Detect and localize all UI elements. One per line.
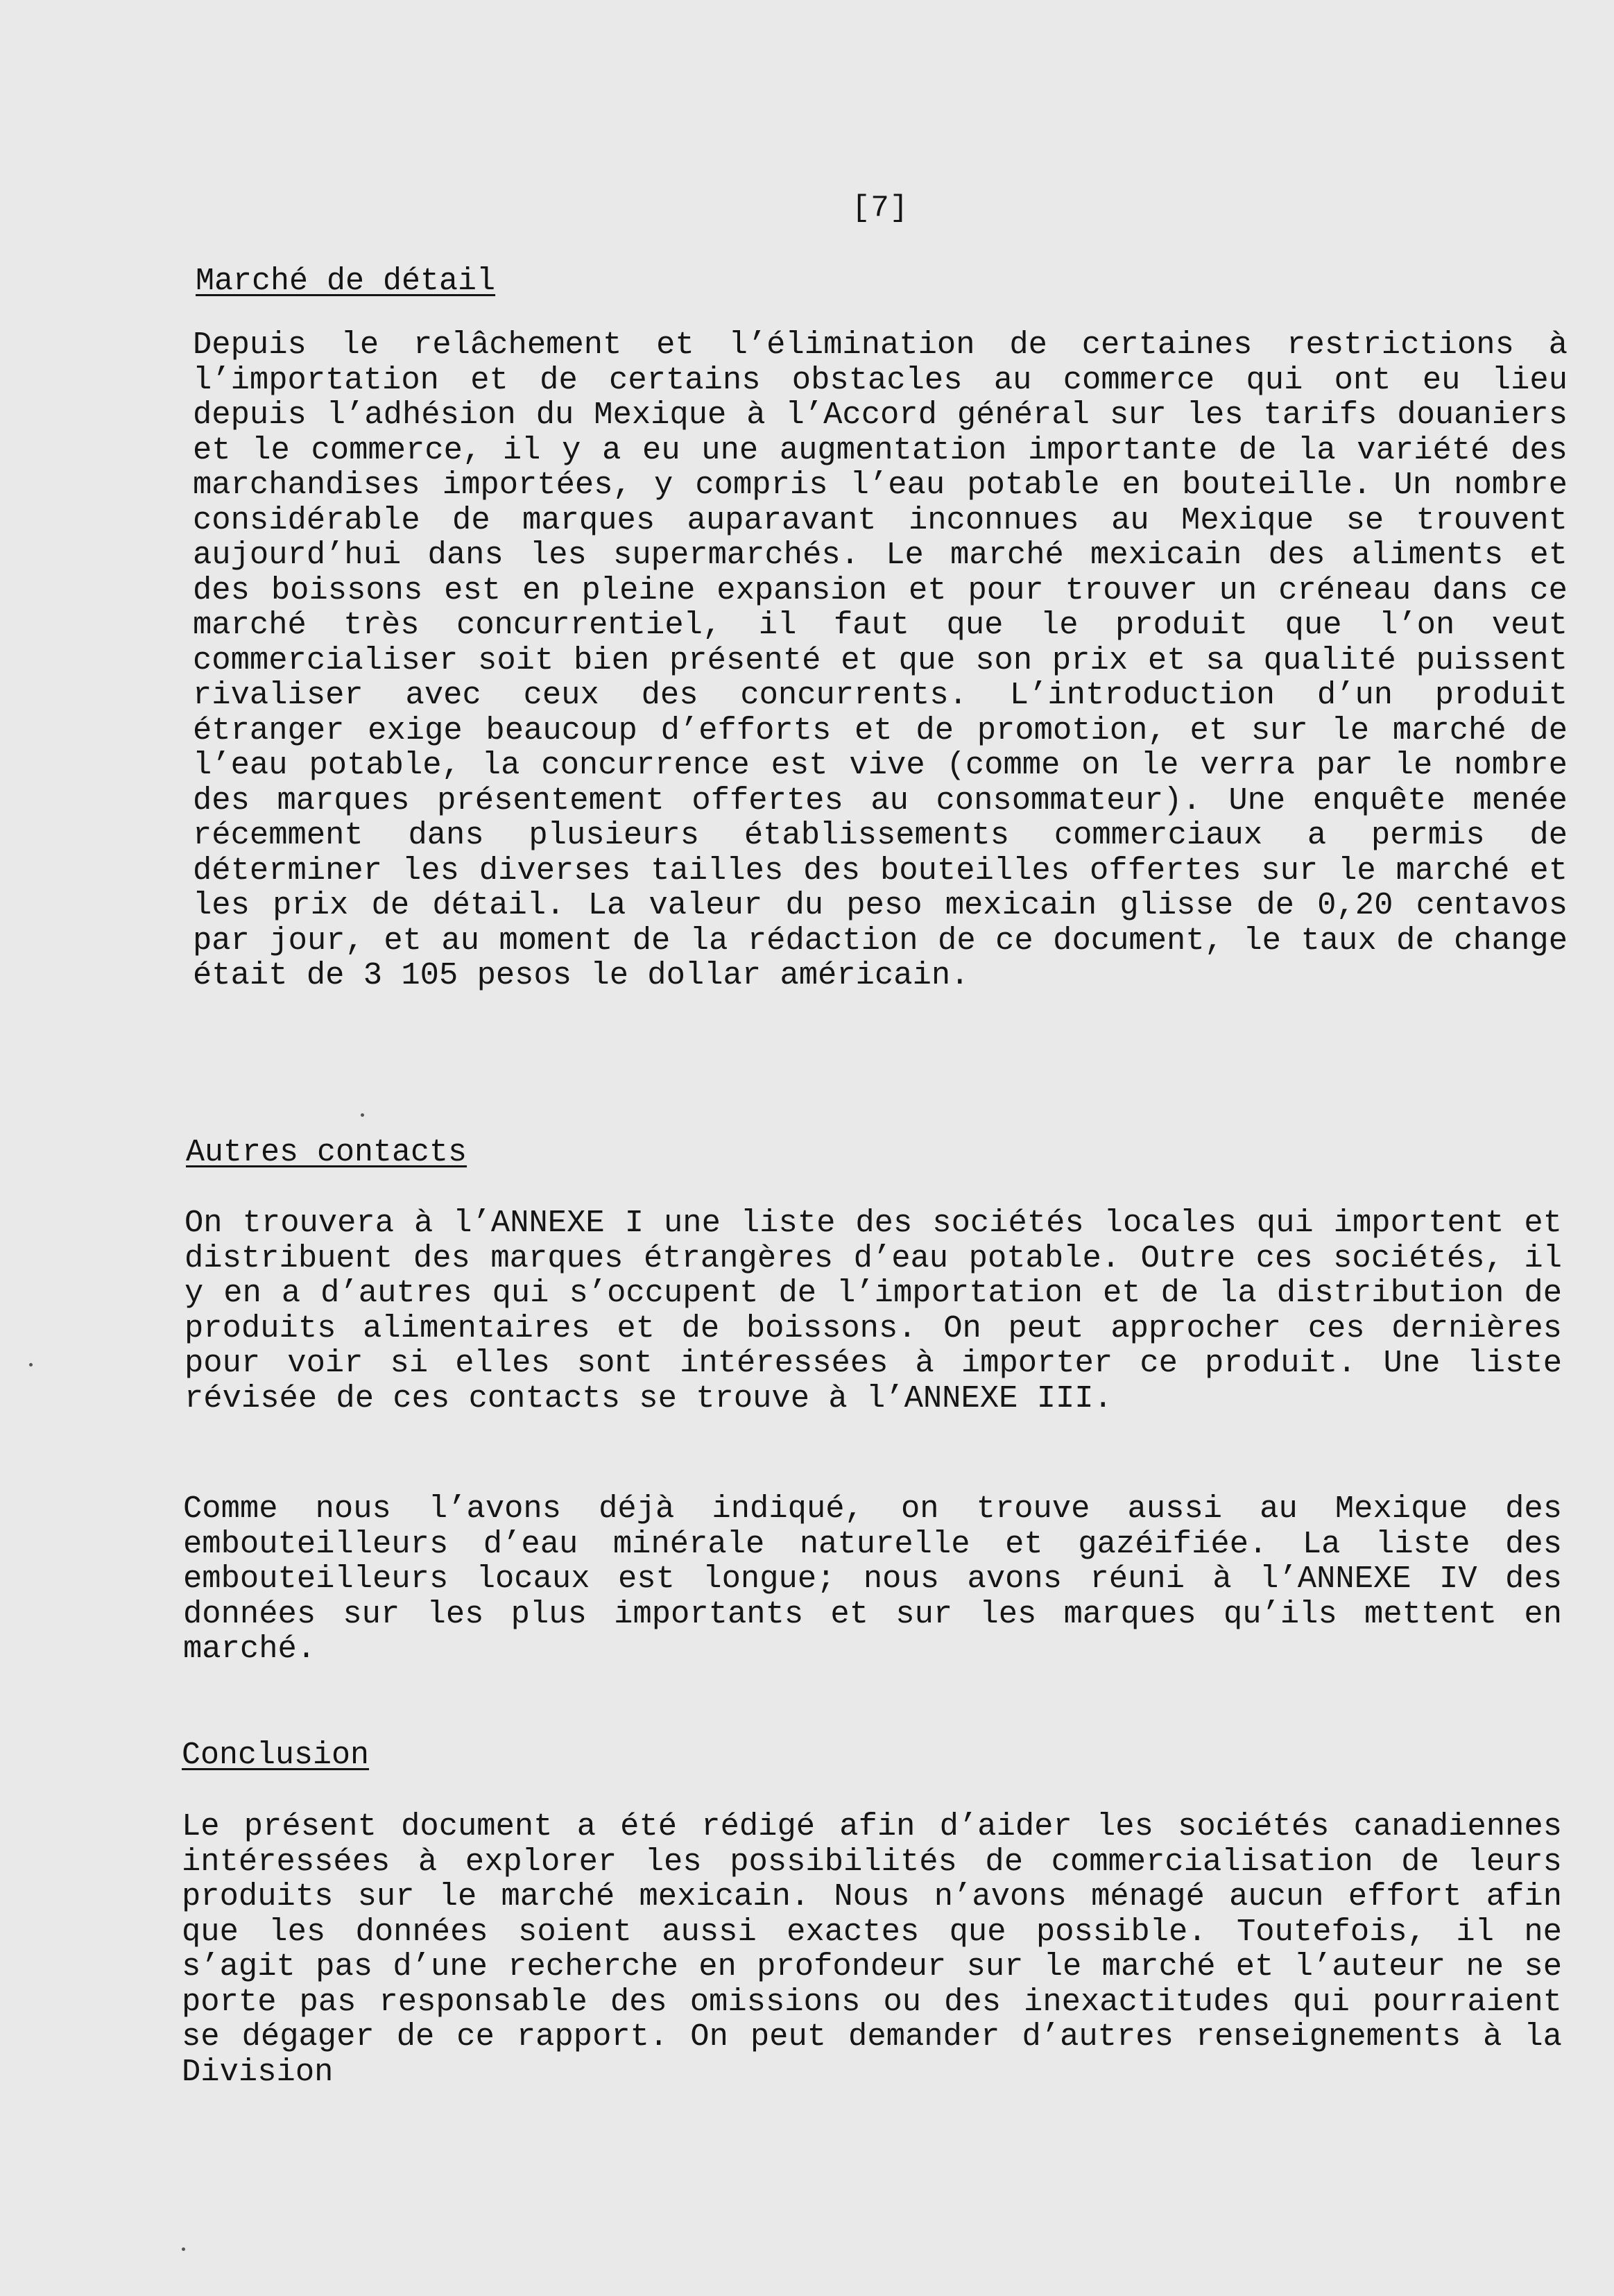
section-heading-conclusion: Conclusion (182, 1738, 370, 1773)
scan-speck (182, 2247, 185, 2251)
paragraph-other-contacts-2: Comme nous l’avons déjà indiqué, on trouve aussi au Mexique des embouteilleurs d’eau minérale naturelle et gazéifiée. La liste des embouteilleurs locaux est longue; nous avons réuni à l’ANNEXE IV des données sur les plus importants et sur les marques qu’ils mettent en marché. (183, 1491, 1562, 1667)
paragraph-conclusion: Le présent document a été rédigé afin d’aider les sociétés canadiennes intéressées à explorer les possibilités de commercialisation de leurs produits sur le marché mexicain. Nous n’avons ménagé aucun effort afin que les données soient aussi exactes que possible. Toutefois, il ne s’agit pas d’une recherche en profondeur sur le marché et l’auteur ne se porte pas responsable des omissions ou des inexactitudes qui pourraient se dégager de ce rapport. On peut demander d’autres renseignements à la Division (182, 1808, 1562, 2090)
scan-speck (29, 1363, 33, 1367)
section-heading-retail-market: Marché de détail (196, 264, 496, 299)
section-heading-other-contacts: Autres contacts (186, 1135, 467, 1170)
paragraph-other-contacts-1: On trouvera à l’ANNEXE I une liste des sociétés locales qui importent et distribuent des marques étrangères d’eau potable. Outre ces sociétés, il y en a d’autres qui s’occupent de l’importation et de la distribution de produits alimentaires et de boissons. On peut approcher ces dernières pour voir si elles sont intéressées à importer ce produit. Une liste révisée de ces contacts se trouve à l’ANNEXE III. (184, 1205, 1562, 1416)
scan-speck (361, 1113, 364, 1117)
paragraph-retail-market: Depuis le relâchement et l’élimination de certaines restrictions à l’importation et de certains obstacles au commerce qui ont eu lieu depuis l’adhésion du Mexique à l’Accord général sur les tarifs douaniers et le commerce, il y a eu une augmentation importante de la variété des marchandises importées, y compris l’eau potable en bouteille. Un nombre considérable de marques auparavant inconnues au Mexique se trouvent aujourd’hui dans les supermarchés. Le marché mexicain des aliments et des boissons est en pleine expansion et pour trouver un créneau dans ce marché très concurrentiel, il faut que le produit que l’on veut commercialiser soit bien présenté et que son prix et sa qualité puissent rivaliser avec ceux des concurrents. L’introduction d’un produit étranger exige beaucoup d’efforts et de promotion, et sur le marché de l’eau potable, la concurrence est vive (comme on le verra par le nombre des marques présentement offertes au consommateur). Une enquête menée récemment dans plusieurs établissements commerciaux a permis de déterminer les diverses tailles des bouteilles offertes sur le marché et les prix de détail. La valeur du peso mexicain glisse de 0,20 centavos par jour, et au moment de la rédaction de ce document, le taux de change était de 3 105 pesos le dollar américain. (193, 327, 1568, 993)
page-number: [7] (852, 191, 909, 225)
